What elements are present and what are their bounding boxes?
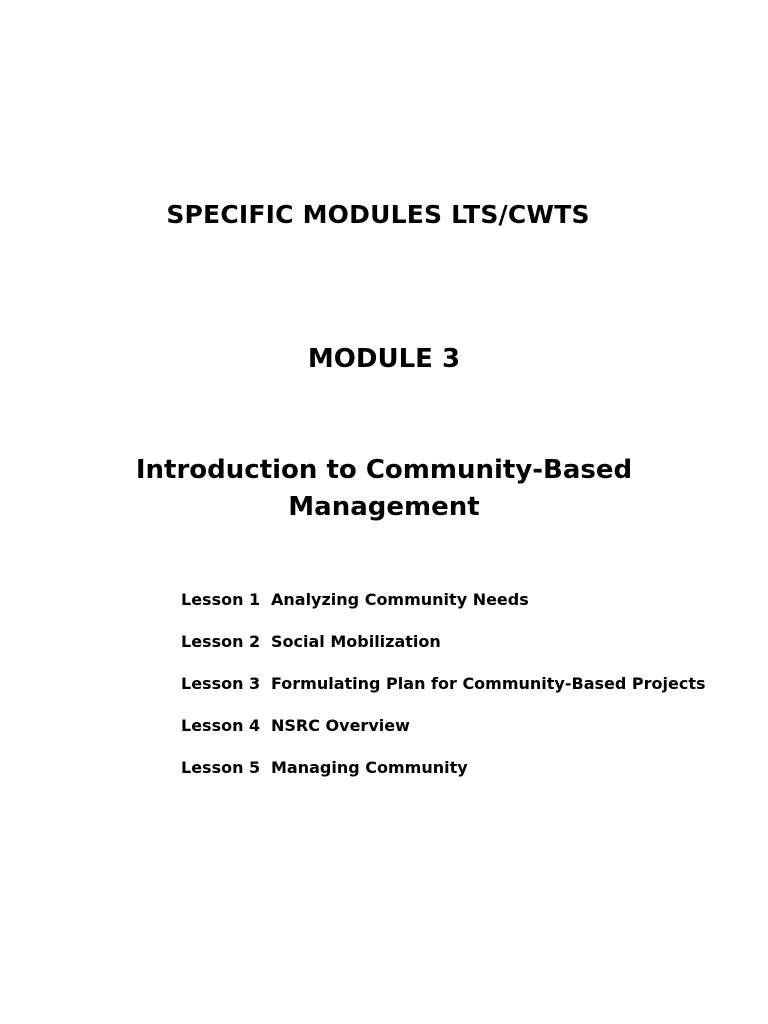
lesson-title: Social Mobilization (271, 632, 441, 651)
document-title: SPECIFIC MODULES LTS/CWTS (166, 200, 590, 229)
module-title (0, 452, 768, 526)
lesson-number: Lesson 1 (181, 590, 261, 609)
lesson-title: Formulating Plan for Community-Based Projects (271, 674, 706, 693)
lesson-number: Lesson 3 (181, 674, 261, 693)
lesson-title: Managing Community (271, 758, 468, 777)
lesson-item-5 (181, 758, 706, 800)
lesson-number: Lesson 5 (181, 758, 261, 777)
lesson-item-2 (181, 632, 706, 674)
module-title-line-2: Management (288, 492, 480, 522)
lesson-item-3 (181, 674, 706, 716)
lesson-number: Lesson 4 (181, 716, 261, 735)
lesson-title: NSRC Overview (271, 716, 410, 735)
lesson-title: Analyzing Community Needs (271, 590, 529, 609)
module-number: MODULE 3 (307, 344, 461, 374)
module-title-line-1: Introduction to Community-Based (135, 455, 633, 485)
lesson-list (181, 590, 706, 800)
lesson-number: Lesson 2 (181, 632, 261, 651)
lesson-item-4 (181, 716, 706, 758)
lesson-item-1 (181, 590, 706, 632)
